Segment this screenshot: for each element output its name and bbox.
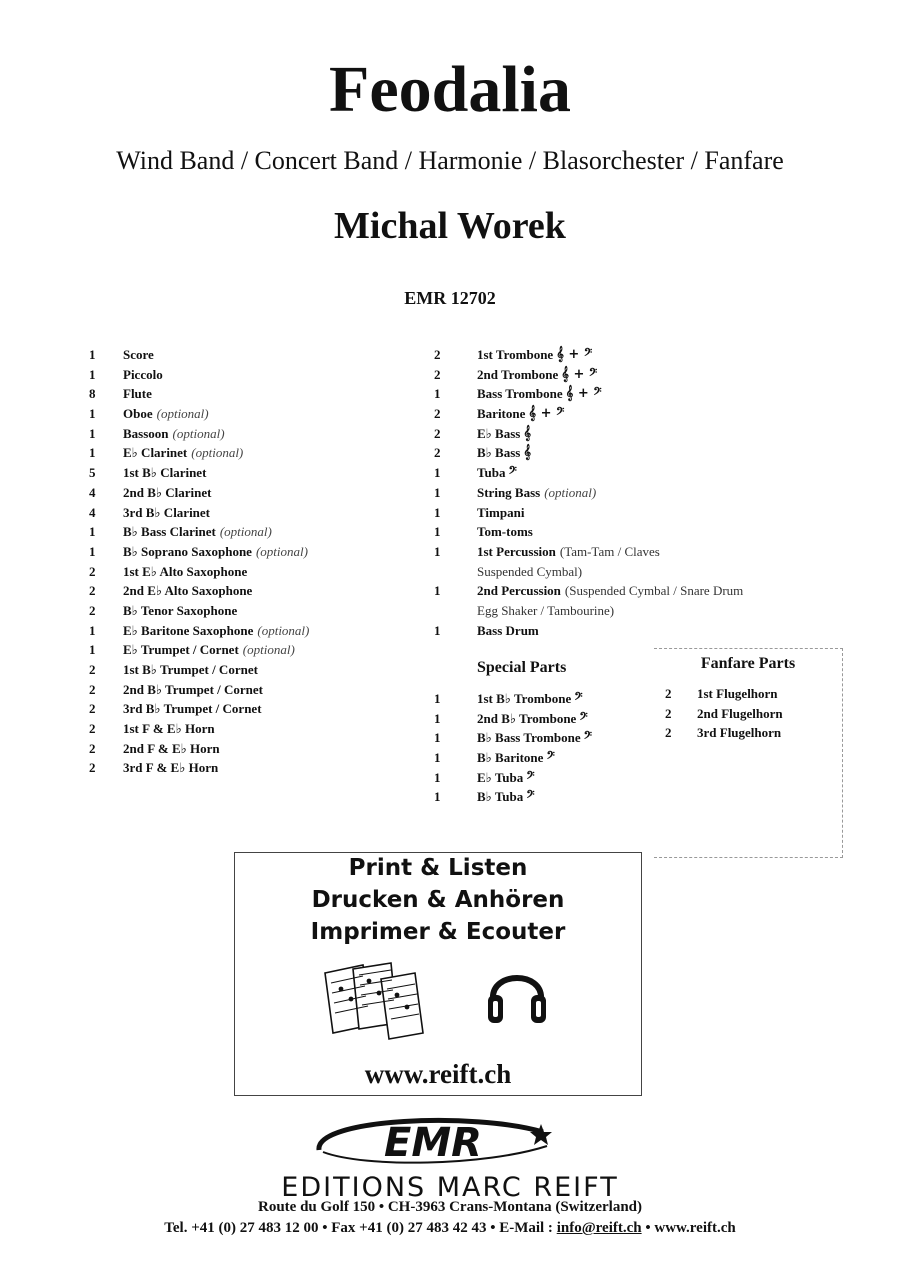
part-note: Egg Shaker / Tambourine) <box>477 602 615 618</box>
part-row <box>665 723 783 743</box>
part-name: E♭ Trumpet / Cornet <box>123 642 239 658</box>
part-name: B♭ Soprano Saxophone <box>123 543 252 559</box>
part-row <box>434 601 743 621</box>
part-row <box>434 621 743 641</box>
part-quantity: 1 <box>89 366 96 382</box>
part-quantity: 2 <box>89 563 96 579</box>
part-row <box>665 684 783 704</box>
part-row <box>434 424 743 444</box>
part-quantity: 1 <box>434 710 441 726</box>
emr-logo <box>305 1110 565 1174</box>
part-quantity: 1 <box>434 524 441 540</box>
part-row <box>89 601 309 621</box>
part-name: 2nd B♭ Clarinet <box>123 484 212 500</box>
part-quantity: 2 <box>434 406 441 422</box>
part-row <box>89 699 309 719</box>
part-row <box>434 345 743 365</box>
part-name: Score <box>123 347 154 362</box>
part-name: 1st E♭ Alto Saxophone <box>123 563 248 579</box>
publisher-address: Route du Golf 150 • CH-3963 Crans-Montana (Switzerland) <box>258 1199 642 1215</box>
part-name: B♭ Bass <box>477 445 521 461</box>
part-row <box>89 443 309 463</box>
part-quantity: 1 <box>89 406 96 422</box>
part-quantity: 2 <box>434 445 441 461</box>
part-note: (optional) <box>219 524 272 540</box>
part-quantity: 1 <box>89 642 96 658</box>
part-name: 2nd Flugelhorn <box>697 705 783 721</box>
part-quantity: 2 <box>89 681 96 697</box>
publisher-contact <box>0 1220 900 1237</box>
part-name: 3rd B♭ Clarinet <box>123 504 211 520</box>
part-note: Suspended Cymbal) <box>477 563 583 579</box>
part-name: 2nd E♭ Alto Saxophone <box>123 583 253 599</box>
part-name: B♭ Bass Trombone <box>477 730 581 746</box>
part-row <box>665 704 783 724</box>
part-note: (optional) <box>257 622 310 638</box>
part-quantity <box>434 562 477 582</box>
part-quantity: 4 <box>89 484 96 500</box>
part-name: 2nd B♭ Trombone <box>477 710 577 726</box>
part-quantity: 1 <box>434 504 441 520</box>
parts-list-right <box>434 345 743 640</box>
part-name: Piccolo <box>123 366 163 382</box>
contact-website[interactable]: • www.reift.ch <box>641 1220 736 1236</box>
part-row <box>434 728 592 748</box>
svg-text:EMR: EMR <box>384 1120 482 1166</box>
part-quantity: 2 <box>89 662 96 677</box>
part-name: String Bass <box>477 484 541 500</box>
part-name: B♭ Bass Clarinet <box>123 524 216 540</box>
part-note: (optional) <box>544 484 597 500</box>
part-name: Baritone <box>477 406 526 422</box>
part-quantity <box>434 601 477 621</box>
part-row <box>434 709 592 729</box>
clef-icon: 𝄢 <box>546 750 555 766</box>
publisher-name: EDITIONS MARC REIFT <box>281 1172 619 1203</box>
email-link[interactable]: info@reift.ch <box>556 1220 642 1236</box>
part-row <box>434 581 743 601</box>
part-quantity: 2 <box>89 602 96 618</box>
part-quantity: 1 <box>434 583 441 599</box>
part-row <box>89 483 309 503</box>
part-row <box>89 680 309 700</box>
headphones-icon <box>485 959 549 1029</box>
part-row <box>89 424 309 444</box>
composer-name: Michal Worek <box>334 205 566 247</box>
fanfare-parts-list <box>665 684 783 743</box>
part-row <box>89 522 309 542</box>
part-quantity: 2 <box>89 740 96 756</box>
part-note: (optional) <box>255 543 308 559</box>
part-row <box>434 463 743 483</box>
part-row <box>89 384 309 404</box>
part-quantity: 2 <box>665 705 672 721</box>
part-row <box>434 365 743 385</box>
clef-icon: 𝄞 + 𝄢 <box>528 406 565 422</box>
part-note: (optional) <box>172 425 225 441</box>
part-row <box>89 660 309 680</box>
part-note: (optional) <box>156 406 209 422</box>
special-parts-title: Special Parts <box>477 659 567 676</box>
part-row <box>434 443 743 463</box>
clef-icon: 𝄞 + 𝄢 <box>561 366 598 382</box>
part-row <box>89 542 309 562</box>
part-row <box>89 404 309 424</box>
part-name: B♭ Tuba <box>477 789 524 805</box>
part-row <box>434 404 743 424</box>
part-row <box>89 758 309 778</box>
part-quantity: 2 <box>434 347 441 362</box>
part-quantity: 1 <box>434 543 441 559</box>
part-row <box>89 739 309 759</box>
part-name: E♭ Clarinet <box>123 445 188 461</box>
promo-line-german: Drucken & Anhören <box>311 887 565 913</box>
part-quantity: 1 <box>434 484 441 500</box>
clef-icon: 𝄞 <box>523 425 532 441</box>
part-name: Timpani <box>477 504 525 520</box>
part-name: 2nd Percussion <box>477 583 561 599</box>
part-row <box>434 503 743 523</box>
part-name: B♭ Tenor Saxophone <box>123 602 238 618</box>
part-note: (Suspended Cymbal / Snare Drum <box>564 583 744 599</box>
part-quantity: 2 <box>665 686 672 701</box>
part-name: 3rd F & E♭ Horn <box>123 760 219 776</box>
promo-line-english: Print & Listen <box>348 855 528 881</box>
part-name: Tom-toms <box>477 524 533 540</box>
part-name: 1st Percussion <box>477 543 556 559</box>
part-name: 1st B♭ Trumpet / Cornet <box>123 662 258 677</box>
clef-icon: 𝄢 <box>574 691 583 706</box>
part-quantity: 8 <box>89 386 96 402</box>
part-row <box>89 621 309 641</box>
part-quantity: 5 <box>89 465 96 481</box>
part-name: B♭ Baritone <box>477 750 544 766</box>
part-row <box>89 719 309 739</box>
clef-icon: 𝄢 <box>583 730 593 746</box>
special-parts-list <box>434 689 592 807</box>
part-name: Flute <box>123 386 152 402</box>
part-quantity: 1 <box>434 769 441 785</box>
part-name: Tuba <box>477 465 506 481</box>
clef-icon: 𝄢 <box>579 710 588 726</box>
part-quantity: 2 <box>434 366 441 382</box>
fanfare-parts-title: Fanfare Parts <box>700 655 796 672</box>
part-row <box>89 365 309 385</box>
part-row <box>434 562 743 582</box>
part-name: Bass Drum <box>477 622 539 638</box>
part-name: 2nd Trombone <box>477 366 559 382</box>
part-quantity: 2 <box>434 425 441 441</box>
part-quantity: 2 <box>665 725 672 741</box>
part-name: 3rd B♭ Trumpet / Cornet <box>123 701 262 717</box>
part-row <box>89 640 309 660</box>
part-row <box>434 748 592 768</box>
ensemble-subtitle: Wind Band / Concert Band / Harmonie / Blasorchester / Fanfare <box>116 146 784 175</box>
part-name: 1st F & E♭ Horn <box>123 721 215 737</box>
part-name: 1st B♭ Clarinet <box>123 465 207 481</box>
part-note: (Tam-Tam / Claves <box>559 543 660 559</box>
part-name: E♭ Bass <box>477 425 521 441</box>
part-note: (optional) <box>242 642 295 658</box>
part-row <box>434 768 592 788</box>
contact-phone-fax: Tel. +41 (0) 27 483 12 00 • Fax +41 (0) 27 483 42 43 • E-Mail : <box>164 1220 557 1236</box>
part-row <box>434 689 592 709</box>
part-quantity: 1 <box>89 622 96 638</box>
part-quantity: 1 <box>89 425 96 441</box>
part-row <box>434 542 743 562</box>
part-name: E♭ Baritone Saxophone <box>123 622 254 638</box>
clef-icon: 𝄢 <box>526 789 535 805</box>
part-name: 2nd F & E♭ Horn <box>123 740 220 756</box>
part-quantity: 1 <box>434 386 441 402</box>
part-quantity: 2 <box>89 583 96 599</box>
part-quantity: 1 <box>434 789 441 805</box>
part-row <box>89 463 309 483</box>
part-name: Oboe <box>123 406 153 422</box>
part-row <box>89 581 309 601</box>
print-listen-box <box>234 852 642 1096</box>
promo-line-french: Imprimer & Ecouter <box>310 919 566 945</box>
part-quantity: 2 <box>89 760 96 776</box>
part-row <box>89 345 309 365</box>
catalog-number: EMR 12702 <box>404 288 496 308</box>
part-quantity: 1 <box>434 750 441 766</box>
part-name: 3rd Flugelhorn <box>697 725 782 741</box>
part-row <box>434 522 743 542</box>
part-quantity: 1 <box>89 543 96 559</box>
part-name: 1st B♭ Trombone <box>477 691 572 706</box>
part-row <box>89 562 309 582</box>
part-note: (optional) <box>191 445 244 461</box>
part-quantity: 1 <box>434 622 441 638</box>
clef-icon: 𝄞 + 𝄢 <box>556 347 593 362</box>
clef-icon: 𝄢 <box>508 465 517 481</box>
part-name: Bassoon <box>123 425 169 441</box>
part-quantity: 1 <box>89 347 96 362</box>
page-title: Feodalia <box>329 53 571 126</box>
fanfare-parts-box <box>654 648 843 858</box>
part-quantity: 1 <box>434 691 441 706</box>
part-quantity: 2 <box>89 701 96 717</box>
part-row <box>89 503 309 523</box>
part-name: E♭ Tuba <box>477 769 524 785</box>
clef-icon: 𝄞 <box>523 445 532 461</box>
part-name: 2nd B♭ Trumpet / Cornet <box>123 681 263 697</box>
sheet-music-icon <box>319 959 429 1041</box>
part-name: 1st Flugelhorn <box>697 686 778 701</box>
clef-icon: 𝄞 + 𝄢 <box>565 386 602 402</box>
part-name: 1st Trombone <box>477 347 554 362</box>
part-quantity: 4 <box>89 504 96 520</box>
part-quantity: 1 <box>434 730 441 746</box>
parts-list-left <box>89 345 309 778</box>
part-quantity: 1 <box>434 465 441 481</box>
part-quantity: 2 <box>89 721 96 737</box>
part-row <box>434 787 592 807</box>
part-row <box>434 483 743 503</box>
part-quantity: 1 <box>89 445 96 461</box>
part-row <box>434 384 743 404</box>
part-quantity: 1 <box>89 524 96 540</box>
clef-icon: 𝄢 <box>526 769 535 785</box>
part-name: Bass Trombone <box>477 386 563 402</box>
promo-website[interactable]: www.reift.ch <box>364 1059 512 1089</box>
